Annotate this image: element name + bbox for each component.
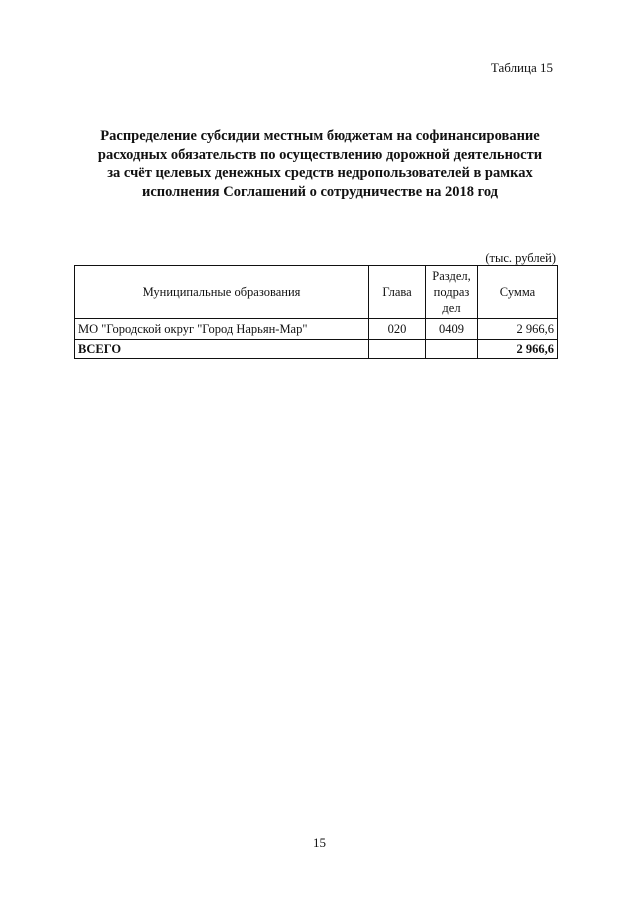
total-razdel (426, 340, 478, 359)
header-razdel-line-1: Раздел, (432, 269, 471, 283)
total-glava (369, 340, 426, 359)
header-razdel-line-3: дел (442, 301, 461, 315)
header-razdel-line-2: подраз (433, 285, 470, 299)
cell-glava: 020 (369, 319, 426, 340)
title-line-1: Распределение субсидии местным бюджетам на софинансирование (100, 128, 540, 144)
cell-summa: 2 966,6 (478, 319, 558, 340)
total-label: ВСЕГО (75, 340, 369, 359)
title-line-4: исполнения Соглашений о сотрудничестве на 2018 год (141, 183, 499, 200)
title-line-2: расходных обязательств по осуществлению дорожной деятельности (97, 146, 543, 163)
cell-razdel: 0409 (426, 319, 478, 340)
units-note: (тыс. рублей) (485, 251, 556, 265)
total-row (75, 340, 558, 359)
header-summa: Сумма (478, 266, 558, 319)
total-summa: 2 966,6 (478, 340, 558, 359)
table-row (75, 319, 558, 340)
header-glava: Глава (369, 266, 426, 319)
title-line-3: за счёт целевых денежных средств недропользователей в рамках (107, 165, 533, 181)
header-municipality: Муниципальные образования (75, 266, 369, 319)
subsidy-table (74, 265, 558, 359)
table-header-row (75, 266, 558, 319)
page-number: 15 (313, 835, 326, 850)
header-razdel (426, 266, 478, 319)
table-number: Таблица 15 (490, 60, 553, 75)
document-title (70, 127, 570, 201)
cell-municipality: МО "Городской округ "Город Нарьян-Мар" (75, 319, 369, 340)
